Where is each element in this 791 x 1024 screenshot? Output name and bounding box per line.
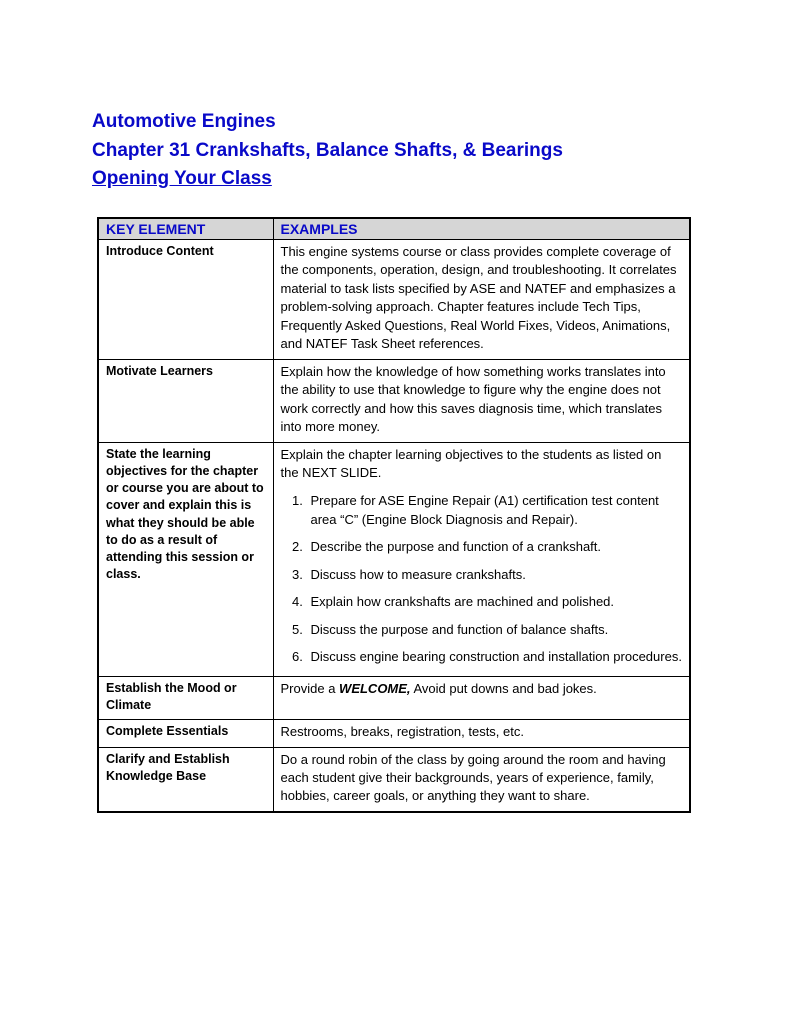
key-cell: State the learning objectives for the chapter or course you are about to cover and explain this is what they should be able to do as a result of attending this session or class. bbox=[98, 442, 273, 676]
title-line-section: Opening Your Class bbox=[92, 168, 272, 189]
key-cell: Clarify and Establish Knowledge Base bbox=[98, 747, 273, 812]
examples-cell: Restrooms, breaks, registration, tests, etc. bbox=[273, 720, 690, 747]
title-line-course: Automotive Engines bbox=[92, 111, 276, 132]
objective-item: 5. Discuss the purpose and function of balance shafts. bbox=[307, 621, 683, 639]
objective-item: 3. Discuss how to measure crankshafts. bbox=[307, 566, 683, 584]
table-row-clarify-knowledge bbox=[98, 747, 690, 812]
objectives-intro: Explain the chapter learning objectives to the students as listed on the NEXT SLIDE. bbox=[280, 446, 662, 480]
table-row-introduce-content bbox=[98, 240, 690, 360]
mood-text-after: Avoid put downs and bad jokes. bbox=[410, 680, 597, 696]
examples-cell: Explain how the knowledge of how something works translates into the ability to use that knowledge to figure why the engine does not work correctly and how this saves diagnosis time, which translates into more money. bbox=[273, 359, 690, 442]
key-cell: Establish the Mood or Climate bbox=[98, 676, 273, 720]
objective-item: 4. Explain how crankshafts are machined and polished. bbox=[307, 593, 683, 611]
table-row-motivate-learners bbox=[98, 359, 690, 442]
key-cell: Complete Essentials bbox=[98, 720, 273, 747]
table-row-complete-essentials bbox=[98, 720, 690, 747]
header-key-element: KEY ELEMENT bbox=[98, 218, 273, 240]
key-cell: Introduce Content bbox=[98, 240, 273, 360]
table-row-learning-objectives bbox=[98, 442, 690, 676]
examples-cell bbox=[273, 442, 690, 676]
examples-cell bbox=[273, 676, 690, 720]
objective-item: 2. Describe the purpose and function of a crankshaft. bbox=[307, 538, 683, 556]
examples-cell: Do a round robin of the class by going around the room and having each student give their backgrounds, years of experience, family, hobbies, career goals, or anything they want to share. bbox=[273, 747, 690, 812]
table-header-row bbox=[98, 218, 690, 240]
document-title bbox=[92, 108, 712, 194]
header-examples: EXAMPLES bbox=[273, 218, 690, 240]
mood-text-before: Provide a bbox=[280, 680, 340, 696]
table-row-establish-mood bbox=[98, 676, 690, 720]
mood-text-welcome: WELCOME, bbox=[339, 680, 411, 696]
lesson-plan-table bbox=[97, 217, 691, 813]
objective-item: 1. Prepare for ASE Engine Repair (A1) certification test content area “C” (Engine Block Diagnosis and Repair). bbox=[307, 492, 683, 529]
objectives-list bbox=[307, 492, 683, 666]
title-line-chapter: Chapter 31 Crankshafts, Balance Shafts, & Bearings bbox=[92, 139, 563, 161]
objective-item: 6. Discuss engine bearing construction and installation procedures. bbox=[307, 648, 683, 666]
examples-cell: This engine systems course or class provides complete coverage of the components, operation, design, and troubleshooting. It correlates material to task lists specified by ASE and NATEF and emphasizes a problem-solving approach. Chapter features include Tech Tips, Frequently Asked Questions, Real World Fixes, Videos, Animations, and NATEF Task Sheet references. bbox=[273, 240, 690, 360]
key-cell: Motivate Learners bbox=[98, 359, 273, 442]
